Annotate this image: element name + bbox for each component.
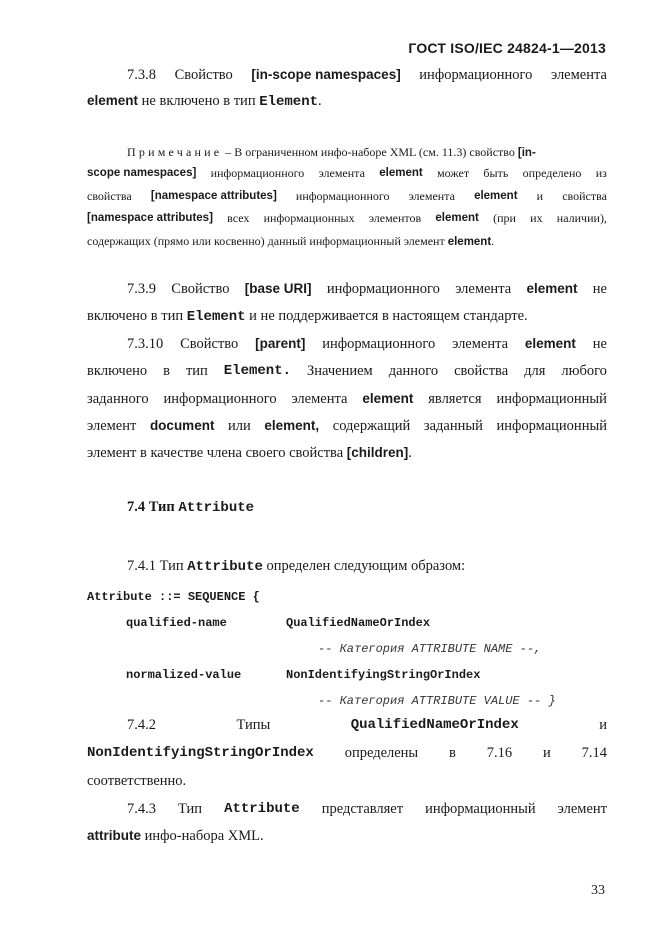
para-7-4-2-line-3: соответственно. <box>87 773 187 789</box>
text: свойства <box>562 189 607 203</box>
text: и не поддерживается в настоящем стандарте. <box>245 308 528 324</box>
para-7-3-8-line-2 <box>87 92 607 111</box>
element-term: element <box>474 190 518 202</box>
text: включено <box>87 363 148 379</box>
text: Свойство <box>174 67 233 83</box>
text: информационных <box>263 211 355 225</box>
text: любого <box>561 363 607 379</box>
text: является <box>428 391 482 407</box>
type-name: Attribute <box>224 801 300 817</box>
text: в <box>163 363 170 379</box>
text: свойства <box>87 189 132 203</box>
text: в <box>449 745 456 761</box>
text: . <box>318 93 322 109</box>
para-7-3-10-line-3 <box>87 390 607 408</box>
text: (при <box>493 211 516 225</box>
text: Типы <box>236 717 271 733</box>
text: определен следующим образом: <box>262 558 466 574</box>
element-term: element <box>526 281 578 296</box>
property-name: [parent] <box>255 336 306 351</box>
text: информационного <box>326 281 440 297</box>
text: информационный <box>496 418 607 434</box>
para-7-3-10-line-2 <box>87 362 607 380</box>
property-name: [namespace attributes] <box>150 190 277 202</box>
text: информационного <box>295 189 390 203</box>
text: инфо-набора XML. <box>141 828 264 844</box>
text: элемента <box>291 391 348 407</box>
clause-number: 7.3.10 <box>127 336 164 352</box>
text: информационный <box>496 391 607 407</box>
para-7-3-8-line-1 <box>87 66 607 84</box>
property-name: [in-scope namespaces] <box>251 67 401 82</box>
type-name: Element. <box>223 363 291 379</box>
element-term: element <box>524 336 576 351</box>
para-7-3-10-line-1 <box>87 335 607 353</box>
text: . <box>491 234 495 248</box>
text: информационного <box>322 336 436 352</box>
text: заданного <box>87 391 149 407</box>
code-comment: -- Категория ATTRIBUTE NAME --, <box>318 642 542 656</box>
text: – В ограниченном инфо-наборе XML (см. 11.3) свойство <box>222 145 518 159</box>
text: информационного <box>419 67 533 83</box>
note-line-4 <box>87 209 607 227</box>
clause-ref: 7.16 <box>486 745 513 761</box>
heading-text: 7.4 Тип <box>127 499 179 515</box>
property-name: [children] <box>346 445 409 460</box>
text: не <box>592 281 607 297</box>
text: и <box>542 745 551 761</box>
element-term: element, <box>264 418 320 433</box>
property-name: scope namespaces] <box>87 167 197 179</box>
property-name: [base URI] <box>244 281 312 296</box>
para-7-4-3-line-1 <box>87 800 607 818</box>
text: содержащий <box>332 418 411 434</box>
text: не <box>592 336 607 352</box>
code-line-sequence: Attribute ::= SEQUENCE { <box>87 590 260 604</box>
text: элемента <box>550 67 607 83</box>
para-7-3-9-line-1 <box>87 280 607 298</box>
text: информационного <box>163 391 277 407</box>
text: может <box>437 166 470 180</box>
para-7-3-10-line-4 <box>87 417 607 435</box>
text: для <box>524 363 546 379</box>
text: элемента <box>452 336 509 352</box>
element-term: attribute <box>87 828 141 843</box>
note-line-1 <box>87 143 607 162</box>
type-name: Attribute <box>178 500 255 516</box>
document-header: ГОСТ ISO/IEC 24824-1—2013 <box>408 40 606 56</box>
text: не включено в тип <box>138 93 260 109</box>
type-name: NonIdentifyingStringOrIndex <box>87 745 314 761</box>
text: их <box>530 211 543 225</box>
text: информационного <box>210 166 305 180</box>
type-name: QualifiedNameOrIndex <box>350 717 519 733</box>
text: из <box>595 166 607 180</box>
text: определены <box>344 745 419 761</box>
para-7-4-2-line-1 <box>87 716 607 734</box>
property-name: [in- <box>517 147 536 159</box>
text: элемента <box>408 189 455 203</box>
text: элемента <box>455 281 512 297</box>
text: Свойство <box>171 281 230 297</box>
property-name: [namespace attributes] <box>87 212 213 224</box>
type-name: Element <box>186 309 246 325</box>
para-7-3-10-line-5 <box>87 444 607 462</box>
text: . <box>408 445 412 461</box>
para-7-4-2-line-2 <box>87 744 607 762</box>
para-7-4-3-line-2 <box>87 827 607 845</box>
text: элемент <box>87 418 137 434</box>
code-field-type: QualifiedNameOrIndex <box>286 616 431 630</box>
element-term: element <box>379 167 423 179</box>
para-7-4-1 <box>87 557 607 576</box>
element-term: element <box>87 93 139 108</box>
text: Значением <box>306 363 373 379</box>
code-field-type: NonIdentifyingStringOrIndex <box>286 668 481 682</box>
text: информационный <box>425 801 536 817</box>
element-term: element <box>447 236 492 248</box>
clause-number: 7.4.2 <box>127 717 156 733</box>
element-term: element <box>435 212 479 224</box>
text: включено в тип <box>87 308 187 324</box>
note-line-2 <box>87 164 607 182</box>
element-term: element <box>362 391 414 406</box>
note-line-5 <box>87 232 607 251</box>
text: свойства <box>454 363 509 379</box>
text: элемент в качестве члена своего свойства <box>87 445 347 461</box>
text: и <box>599 717 607 733</box>
code-comment: -- Категория ATTRIBUTE VALUE -- } <box>318 694 556 708</box>
para-7-3-9-line-2 <box>87 307 607 326</box>
text: и <box>536 189 544 203</box>
note-label: Примечание <box>127 145 223 159</box>
text: содержащих (прямо или косвенно) данный информационный элемент <box>87 234 448 248</box>
clause-number: 7.3.8 <box>127 67 156 83</box>
type-name: Element <box>259 94 319 110</box>
code-field-name: normalized-value <box>126 668 242 682</box>
text: представляет <box>321 801 404 817</box>
text: Свойство <box>180 336 239 352</box>
clause-ref: 7.14 <box>581 745 607 761</box>
text: или <box>228 418 251 434</box>
text: быть <box>483 166 509 180</box>
section-heading-7-4 <box>87 498 607 517</box>
note-line-3 <box>87 187 607 205</box>
type-name: Attribute <box>187 559 263 575</box>
text: элементов <box>368 211 422 225</box>
text: элемента <box>318 166 365 180</box>
clause-number: 7.3.9 <box>127 281 156 297</box>
clause-number: 7.4.3 <box>127 801 156 817</box>
text: наличии), <box>556 211 607 225</box>
text: всех <box>227 211 250 225</box>
code-field-name: qualified-name <box>126 616 227 630</box>
text: Тип <box>178 801 203 817</box>
text: определено <box>522 166 582 180</box>
text: тип <box>185 363 208 379</box>
element-term: document <box>149 418 215 433</box>
text: 7.4.1 Тип <box>127 558 188 574</box>
text: данного <box>388 363 439 379</box>
text: заданный <box>423 418 483 434</box>
text: элемент <box>557 801 607 817</box>
page-number: 33 <box>591 883 605 898</box>
